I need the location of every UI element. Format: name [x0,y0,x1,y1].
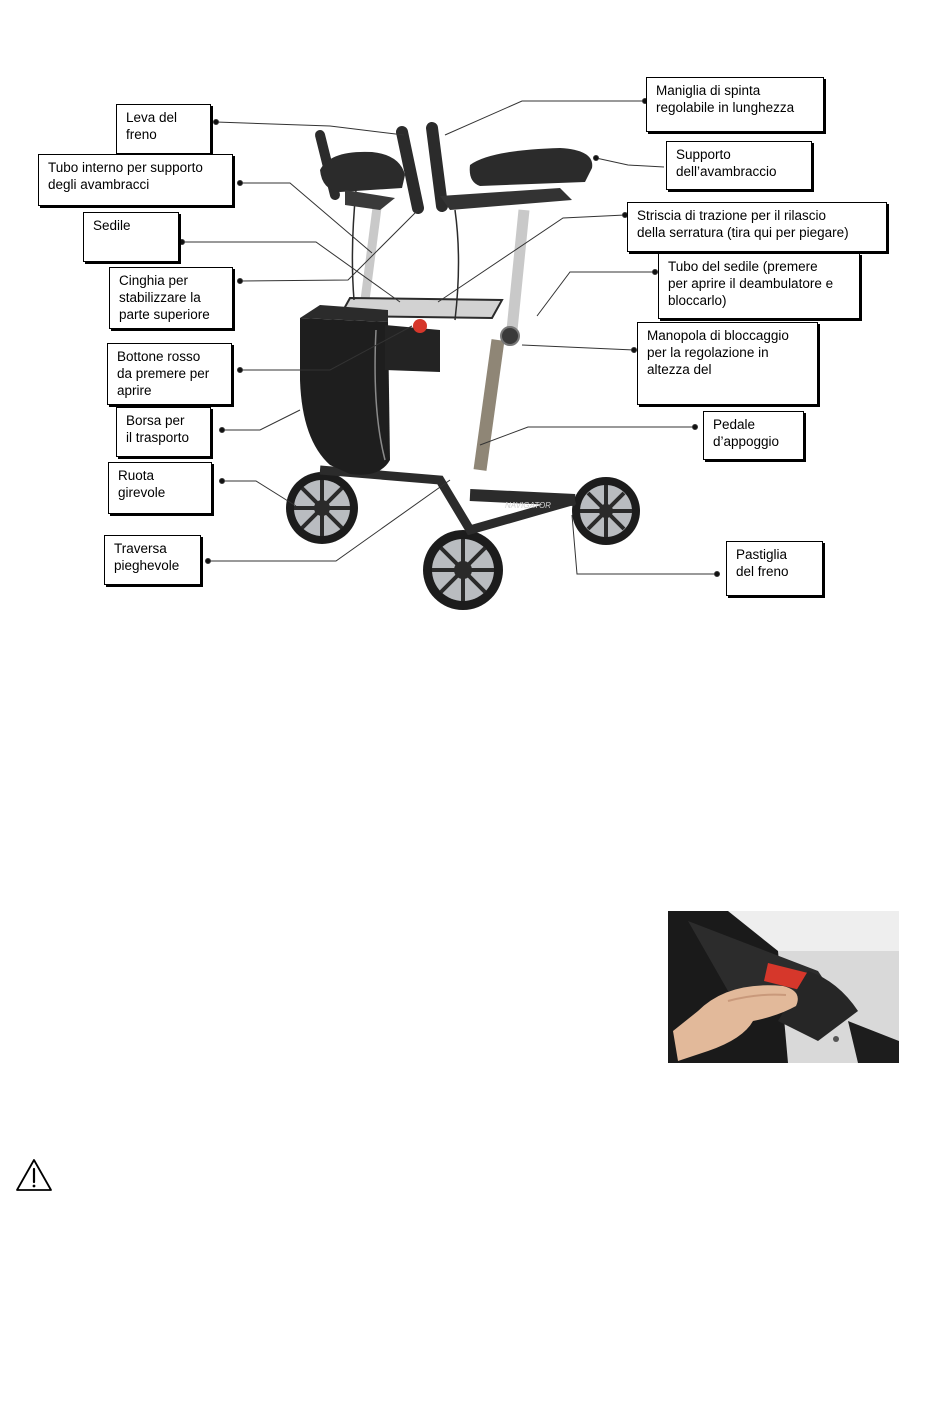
label-seat: Sedile [83,212,179,262]
warning-icon [15,1158,53,1192]
red-button-photo [668,911,899,1063]
label-brake-pad: Pastiglia del freno [726,541,823,596]
label-seat-tube: Tubo del sedile (premere per aprire il deambulatore e bloccarlo) [658,253,860,319]
label-foot-pedal: Pedale d’appoggio [703,411,804,460]
label-pull-strap: Striscia di trazione per il rilascio della serratura (tira qui per piegare) [627,202,887,252]
label-height-knob: Manopola di bloccaggio per la regolazione in altezza del [637,322,818,405]
label-swivel-wheel: Ruota girevole [108,462,212,514]
label-brake-lever: Leva del freno [116,104,211,154]
brand-text: NAVIGATOR [505,501,551,510]
label-red-button: Bottone rosso da premere per aprire [107,343,232,405]
label-transport-bag: Borsa per il trasporto [116,407,211,457]
label-forearm-inner-tube: Tubo interno per supporto degli avambracci [38,154,233,206]
label-folding-crossbar: Traversa pieghevole [104,535,201,585]
walker-diagram [0,0,950,640]
label-push-handle: Maniglia di spinta regolabile in lunghezza [646,77,824,132]
label-stabilizing-strap: Cinghia per stabilizzare la parte superiore [109,267,233,329]
label-forearm-support: Supporto dell’avambraccio [666,141,812,190]
